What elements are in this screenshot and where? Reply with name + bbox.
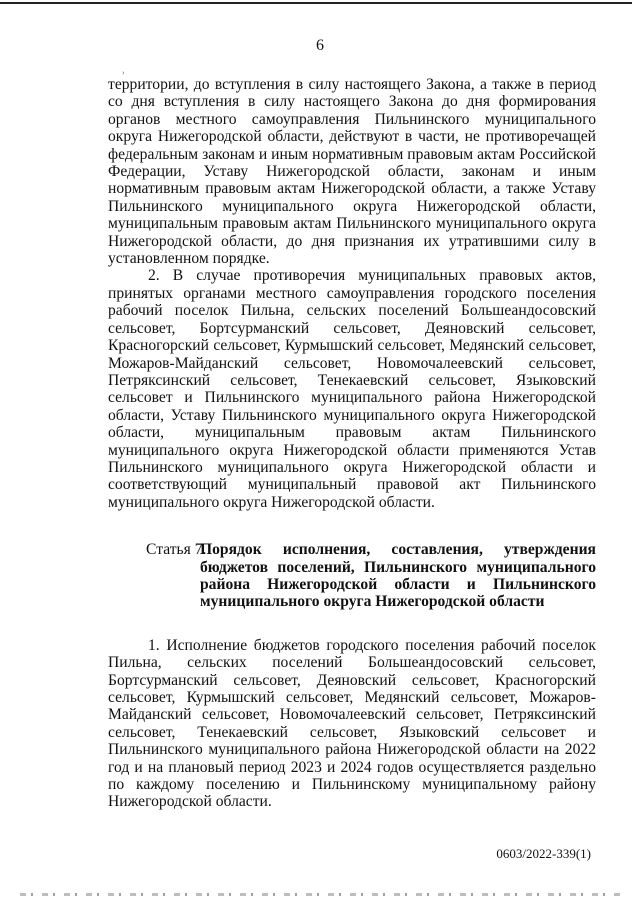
article-heading <box>108 541 596 611</box>
paragraph-2: 2. В случае противоречия муниципальных правовых актов, принятых органами местного самоуправления городского поселения рабочий поселок Пильна, сельских поселений Большеандосовский сельсовет, Бортсурманский сельсовет, Деяновский сельсовет, Красногорский сельсовет, Курмышский сельсовет, Медянский сельсовет, Можаров-Майданский сельсовет, Новомочалеевский сельсовет, Петряксинский сельсовет, Тенекаевский сельсовет, Языковский сельсовет и Пильнинского муниципального района Нижегородской области, Уставу Пильнинского муниципального округа Нижегородской области, муниципальным правовым актам Пильнинского муниципального округа Нижегородской области применяются Устав Пильнинского муниципального округа Нижегородской области и соответствующий муниципальный правовой акт Пильнинского муниципального округа Нижегородской области. <box>108 267 596 511</box>
paragraph-article7-1: 1. Исполнение бюджетов городского поселения рабочий поселок Пильна, сельских поселений Большеандосовский сельсовет, Бортсурманский сельсовет, Деяновский сельсовет, Красногорский сельсовет, Курмышский сельсовет, Медянский сельсовет, Можаров-Майданский сельсовет, Новомочалеевский сельсовет, Петряксинский сельсовет, Тенекаевский сельсовет, Языковский сельсовет и Пильнинского муниципального района Нижегородской области на 2022 год и на плановый период 2023 и 2024 годов осуществляется раздельно по каждому поселению и Пильнинскому муниципальному району Нижегородской области. <box>108 636 596 811</box>
page-number: 6 <box>316 37 324 54</box>
top-border-line <box>0 2 632 4</box>
article-label: Статья 7. <box>146 541 207 559</box>
paragraph-continuation: территории, до вступления в силу настоящего Закона, а также в период со дня вступления в силу настоящего Закона до дня формирования органов местного самоуправления Пильнинского муниципального округа Нижегородской области, действуют в части, не противоречащей федеральным законам и иным нормативным правовым актам Российской Федерации, Уставу Нижегородской области, законам и иным нормативным правовым актам Нижегородской области, а также Уставу Пильнинского муниципального округа Нижегородской области, муниципальным правовым актам Пильнинского муниципального округа Нижегородской области, до дня признания их утратившими силу в установленном порядке. <box>108 76 596 268</box>
article-title: Порядок исполнения, составления, утверждения бюджетов поселений, Пильнинского муниципального района Нижегородской области и Пильнинского муниципального округа Нижегородской области <box>200 541 596 611</box>
scan-speck: › <box>122 68 125 77</box>
scan-noise-strip <box>20 893 620 896</box>
document-code: 0603/2022-339(1) <box>496 846 591 861</box>
document-body <box>108 76 596 811</box>
